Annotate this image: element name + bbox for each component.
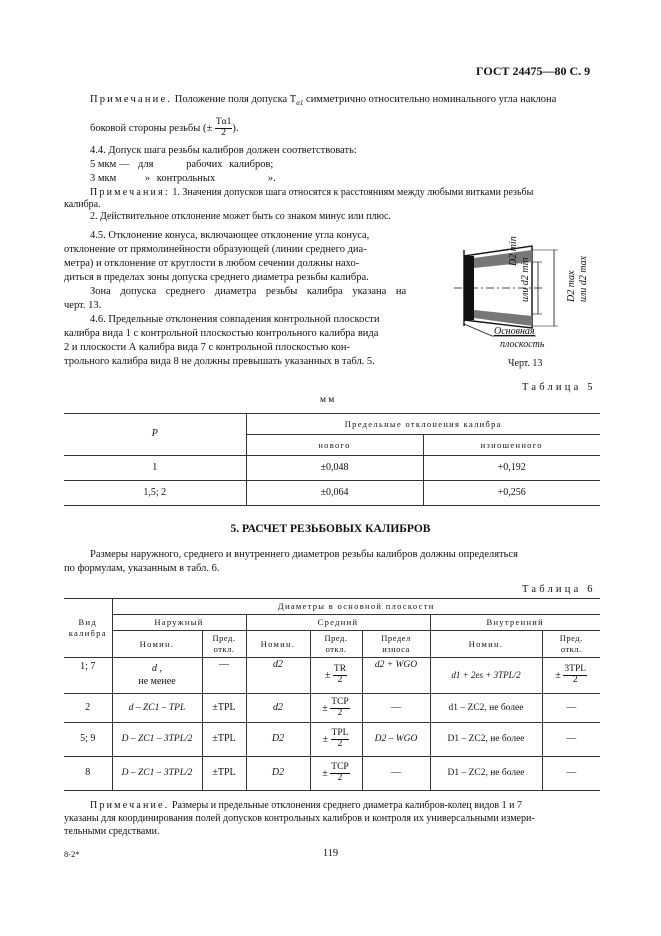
note-table6-line2: указаны для координирования полей допусков контрольных калибров и контроля их универсальными измери- [64,813,535,824]
document-header: ГОСТ 24475—80 С. 9 [476,64,591,78]
base-plane-label-1: Основная [494,326,535,337]
table6-header-group: Диаметры в основной плоскости [112,599,600,615]
section-4-6: 4.6. Предельные отклонения совпадения контрольной плоскости [90,314,380,325]
table6-header-inner: Внутренний [430,615,600,631]
section-5-para: Размеры наружного, среднего и внутреннего диаметров резьбы калибров должны определяться [90,549,518,560]
section-4-5-body: отклонение от прямолинейности образующей (линии среднего диа- метра) и отклонение от круглости в любом сечении должны нахо- диться в пределах зоны допуска среднего диаметра резьбы калибра. [64,244,369,283]
section-4-4-row1: 5 мкм — для рабочих калибров; [90,159,274,170]
leader-line [464,324,492,336]
table5-header-p: P [64,414,246,456]
table-row: 1; 7 d , не менее — d2 ± $\frac{TR}{2}$ d2 + WGO d1 + 2es + 3TPL/2 ± $\frac{\text{3TPL}}{2}$ [64,658,600,694]
section-4-5-zone: Зона допуска среднего диаметра резьбы калибра указана на [90,286,407,297]
note-tolerance-position: Примечание. Положение поля допуска $T_{\alpha 1}$ симметрично относительно номинального угла наклона [90,94,557,108]
tolerance-zone-bottom [474,310,532,326]
figure-caption: Черт. 13 [508,358,543,369]
table6-header-vid: Вид калибра [64,599,112,658]
table5 [64,413,600,506]
section-5-title: 5. РАСЧЕТ РЕЗЬБОВЫХ КАЛИБРОВ [230,523,431,535]
section-4-4-row2: 3 мкм » контрольных ». [90,173,276,184]
section-4-6-body: калибра вида 1 с контрольной плоскостью контрольного калибра вида 2 и плоскости А калибра вида 7 с контрольной плоскостью кон- трольного калибра вида 8 не должны превышать указанных в табл. 5. [64,328,379,367]
base-plane-label-2: плоскость [500,339,545,350]
table5-unit: мм [320,395,337,405]
table5-header-group: Предельные отклонения калибра [246,414,600,435]
note-table6: Примечание. Размеры и предельные отклонения среднего диаметра калибров-колец видов 1 и 7 [90,800,522,811]
notes-step-tolerance-cont: калибра. [64,199,101,210]
note-table6-line3: тельными средствами. [64,826,160,837]
table5-header-worn: изношенного [423,435,600,456]
notes-step-tolerance: Примечания: 1. Значения допусков шага относятся к расстояниям между любыми витками резьбы [90,187,534,198]
dim-label-max: D2 max [566,270,577,302]
table-row: 8 D – ZC1 – 3TPL/2 ±TPL D2 ± $\frac{\text{TCP}}{2}$ — D1 – ZC2, не более — [64,757,600,791]
table-row: 1 ±0,048 +0,192 [64,456,600,481]
section-4-5: 4.5. Отклонение конуса, включающее отклонение угла конуса, [90,230,370,241]
note-tolerance-line2: боковой стороны резьбы (± $\frac{T\alpha 1}{2}$ ). [90,117,239,138]
table6-header-middle: Средний [246,615,430,631]
section-4-4-title: 4.4. Допуск шага резьбы калибров должен соответствовать: [90,145,357,156]
section-4-5-zone-cont: черт. 13. [64,300,102,311]
section-5-para-cont: по формулам, указанным в табл. 6. [64,563,220,574]
table5-caption: Таблица 5 [522,382,596,393]
footer-sheet-mark: 8-2* [64,849,80,859]
note-actual-deviation: 2. Действительное отклонение может быть со знаком минус или плюс. [90,211,391,222]
table-row: 2 d – ZC1 – TPL ±TPL d2 ± $\frac{\text{TCP}}{2}$ — d1 – ZC2, не более — [64,694,600,723]
dim-label-min-alt: или d2 min [520,257,531,302]
table-row: 5; 9 D – ZC1 – 3TPL/2 ±TPL D2 ± $\frac{\text{TPL}}{2}$ D2 – WGO D1 – ZC2, не более — [64,723,600,757]
table6: Вид калибра Диаметры в основной плоскости Наружный Средний Внутренний Номин. Пред. откл. Номин. Пред. откл. Предел износа Номин. Пред. откл. 1; 7 d , не менее — d2 ± $\frac{TR}{2}$ d2 + WGO d1 + 2es + 3TPL/2 ± $\frac{\text{3TPL}}{2}$ 2 d – ZC1 – TPL ±TPL d2 ± $\frac{\text{TCP}}{2}$ — d1 – ZC2, не более — 5; 9 D – ZC1 – 3TPL/2 ±TPL D2 ± $\frac{\text{TPL}}{2}$ D2 – WGO D1 – ZC2, не более — 8 D – ZC1 – 3TPL/2 ±TPL D2 ± $\frac{\text{TCP}}{2}$ — D1 – ZC2, не более — [64,598,600,791]
table5-header-new: нового [246,435,423,456]
dim-label-min: D2 min [508,236,519,266]
page-number: 119 [322,848,339,859]
table-row: 1,5; 2 ±0,064 +0,256 [64,481,600,506]
dim-label-max-alt: или d2 max [578,255,589,302]
table6-caption: Таблица 6 [522,584,596,595]
table6-header-outer: Наружный [112,615,246,631]
